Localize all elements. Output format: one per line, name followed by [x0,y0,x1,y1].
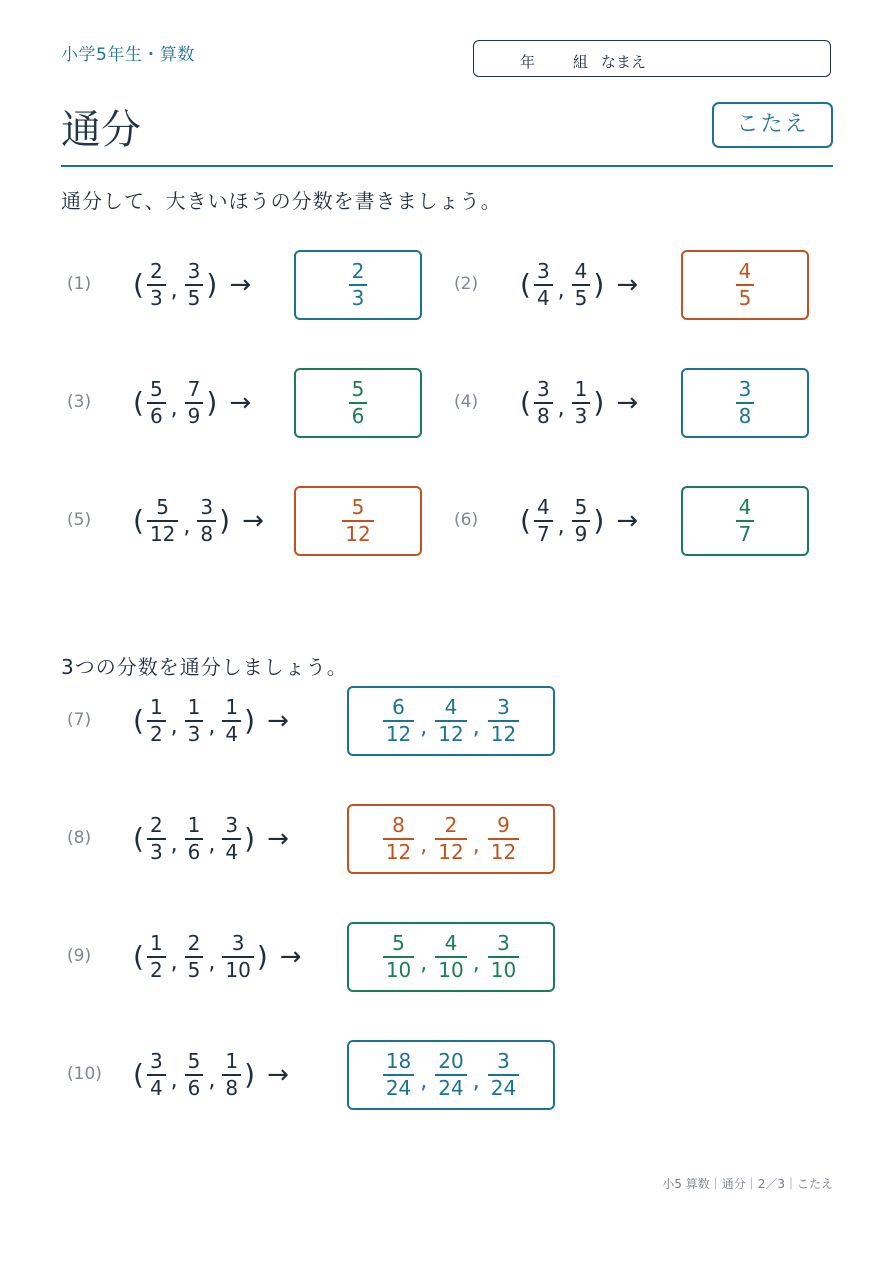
close-paren: ) [219,504,231,537]
numerator: 1 [225,1049,239,1074]
denominator: 6 [187,839,201,864]
problem-expression [133,930,302,984]
fraction [572,378,591,428]
comma: , [170,395,178,421]
answer-box [347,922,555,992]
numerator: 4 [738,495,752,520]
comma: , [420,714,428,740]
numerator: 2 [149,813,163,838]
problem-item [67,1040,517,1110]
problem-number: (7) [67,710,92,730]
close-paren: ) [244,822,256,855]
name-field[interactable] [473,40,831,77]
denominator: 5 [187,285,201,310]
numerator: 9 [497,813,510,838]
fraction [185,1050,204,1100]
denominator: 2 [149,957,163,982]
fraction [185,378,204,428]
numerator: 1 [225,695,239,720]
fraction [572,496,591,546]
numerator: 2 [149,259,163,284]
problem-expression [520,258,638,312]
comma: , [170,277,178,303]
arrow-icon: → [616,270,639,300]
denominator: 24 [438,1075,464,1100]
fraction [185,696,204,746]
denominator: 10 [225,957,251,982]
denominator: 8 [536,403,550,428]
problem-item [67,368,487,438]
open-paren: ( [133,940,144,973]
close-paren: ) [206,386,218,419]
problem-number: (5) [67,510,92,530]
problem-expression [133,494,264,548]
year-label: 年 [520,53,536,71]
fraction [488,932,519,982]
fraction [147,1050,166,1100]
arrow-icon: → [616,506,639,536]
problem-number: (1) [67,274,92,294]
answer-box [294,250,422,320]
comma: , [472,1068,480,1094]
name-label: なまえ [601,53,647,71]
problem-expression [520,494,638,548]
arrow-icon: → [267,706,289,736]
answer-box [681,368,809,438]
denominator: 8 [738,403,752,428]
numerator: 4 [536,495,550,520]
comma: , [170,831,178,857]
page-footer: 小5 算数｜通分｜2／3｜こたえ [662,1177,833,1191]
arrow-icon: → [229,270,252,300]
fraction [383,696,414,746]
numerator: 5 [574,495,588,520]
comma: , [208,831,216,857]
numerator: 6 [392,695,405,720]
fraction [435,1050,466,1100]
section1-instruction: 通分して、大きいほうの分数を書きましょう。 [61,189,502,213]
numerator: 5 [149,377,163,402]
open-paren: ( [133,386,144,419]
fraction [222,932,253,982]
open-paren: ( [520,386,531,419]
problem-item [67,486,487,556]
numerator: 2 [351,259,365,284]
arrow-icon: → [267,1060,289,1090]
problem-number: (9) [67,946,92,966]
problem-expression [133,258,251,312]
fraction [534,378,553,428]
denominator: 3 [149,285,163,310]
close-paren: ) [593,504,605,537]
comma: , [472,950,480,976]
denominator: 24 [490,1075,517,1100]
denominator: 5 [187,957,201,982]
fraction [736,378,755,428]
fraction [185,260,204,310]
numerator: 3 [497,695,510,720]
denominator: 12 [385,721,412,746]
numerator: 1 [149,931,163,956]
numerator: 3 [497,1049,510,1074]
denominator: 12 [149,521,176,546]
denominator: 4 [536,285,550,310]
arrow-icon: → [616,388,639,418]
answer-box [681,250,809,320]
close-paren: ) [244,1058,256,1091]
denominator: 10 [385,957,412,982]
comma: , [170,949,178,975]
numerator: 4 [574,259,588,284]
denominator: 4 [149,1075,163,1100]
comma: , [472,714,480,740]
fraction [534,496,553,546]
numerator: 2 [187,931,201,956]
fraction [736,260,755,310]
numerator: 8 [392,813,405,838]
grade-subject: 小学5年生・算数 [61,45,195,65]
answer-box [294,486,422,556]
denominator: 8 [200,521,214,546]
denominator: 3 [149,839,163,864]
numerator: 3 [187,259,201,284]
denominator: 7 [536,521,550,546]
numerator: 3 [536,259,550,284]
answer-box [294,368,422,438]
fraction [147,814,166,864]
numerator: 4 [444,695,458,720]
comma: , [208,949,216,975]
answer-box [681,486,809,556]
problem-expression [133,694,289,748]
denominator: 3 [574,403,588,428]
fraction [342,496,373,546]
fraction [435,814,466,864]
numerator: 2 [444,813,458,838]
fraction [222,696,241,746]
problem-number: (10) [67,1064,102,1084]
denominator: 6 [187,1075,201,1100]
arrow-icon: → [229,388,252,418]
denominator: 9 [187,403,201,428]
numerator: 4 [738,259,752,284]
fraction [349,378,368,428]
fraction [349,260,368,310]
denominator: 7 [738,521,752,546]
fraction [488,696,519,746]
fraction [222,1050,241,1100]
denominator: 4 [225,839,239,864]
problem-expression [520,376,638,430]
numerator: 5 [351,495,365,520]
problem-item [67,804,517,874]
numerator: 1 [574,377,588,402]
section2-instruction: 3つの分数を通分しましょう。 [61,655,348,679]
problem-item [67,922,517,992]
fraction [488,1050,519,1100]
numerator: 3 [738,377,752,402]
problem-number: (3) [67,392,92,412]
numerator: 3 [149,1049,163,1074]
close-paren: ) [244,704,256,737]
problem-item [454,486,874,556]
page-title: 通分 [61,107,141,153]
numerator: 1 [187,695,201,720]
denominator: 6 [149,403,163,428]
numerator: 3 [225,813,239,838]
numerator: 4 [444,931,458,956]
denominator: 12 [438,839,464,864]
denominator: 12 [438,721,464,746]
close-paren: ) [206,268,218,301]
fraction [383,814,414,864]
denominator: 9 [574,521,588,546]
fraction [488,814,519,864]
fraction [185,932,204,982]
fraction [147,932,166,982]
answer-box [347,1040,555,1110]
denominator: 3 [351,285,365,310]
problem-number: (2) [454,274,479,294]
numerator: 3 [497,931,510,956]
denominator: 10 [490,957,517,982]
open-paren: ( [520,268,531,301]
comma: , [170,1067,178,1093]
denominator: 10 [438,957,464,982]
denominator: 12 [345,521,371,546]
numerator: 3 [231,931,245,956]
fraction [185,814,204,864]
close-paren: ) [593,386,605,419]
fraction [147,696,166,746]
numerator: 20 [438,1049,464,1074]
numerator: 5 [392,931,405,956]
open-paren: ( [133,704,144,737]
answer-box [347,804,555,874]
comma: , [420,950,428,976]
problem-number: (6) [454,510,479,530]
denominator: 8 [225,1075,239,1100]
problem-item [67,250,487,320]
comma: , [420,832,428,858]
fraction [572,260,591,310]
denominator: 4 [225,721,239,746]
problem-item [454,368,874,438]
comma: , [557,513,565,539]
answer-box [347,686,555,756]
open-paren: ( [133,504,144,537]
numerator: 18 [385,1049,412,1074]
fraction [197,496,216,546]
open-paren: ( [133,1058,144,1091]
answer-badge: こたえ [712,102,833,148]
comma: , [208,1067,216,1093]
denominator: 12 [490,839,517,864]
numerator: 5 [351,377,365,402]
denominator: 5 [574,285,588,310]
fraction [435,932,466,982]
fraction [147,496,178,546]
numerator: 5 [156,495,170,520]
numerator: 5 [187,1049,201,1074]
comma: , [420,1068,428,1094]
open-paren: ( [133,268,144,301]
comma: , [170,713,178,739]
fraction [736,496,755,546]
title-divider [61,165,833,167]
comma: , [557,277,565,303]
problem-expression [133,1048,289,1102]
open-paren: ( [133,822,144,855]
denominator: 12 [385,839,412,864]
comma: , [208,713,216,739]
numerator: 7 [187,377,201,402]
fraction [222,814,241,864]
fraction [147,378,166,428]
close-paren: ) [593,268,605,301]
numerator: 1 [149,695,163,720]
fraction [534,260,553,310]
denominator: 24 [385,1075,412,1100]
denominator: 12 [490,721,517,746]
arrow-icon: → [279,942,302,972]
fraction [435,696,466,746]
numerator: 1 [187,813,201,838]
denominator: 3 [187,721,201,746]
fraction [383,1050,414,1100]
comma: , [472,832,480,858]
denominator: 5 [738,285,752,310]
fraction [383,932,414,982]
denominator: 6 [351,403,365,428]
arrow-icon: → [242,506,264,536]
class-label: 組 [573,53,589,71]
comma: , [183,513,191,539]
problem-expression [133,812,289,866]
problem-item [454,250,874,320]
problem-number: (4) [454,392,479,412]
numerator: 3 [200,495,214,520]
problem-item [67,686,517,756]
comma: , [557,395,565,421]
problem-number: (8) [67,828,92,848]
fraction [147,260,166,310]
denominator: 2 [149,721,163,746]
problem-expression [133,376,251,430]
numerator: 3 [536,377,550,402]
close-paren: ) [256,940,268,973]
open-paren: ( [520,504,531,537]
arrow-icon: → [267,824,289,854]
